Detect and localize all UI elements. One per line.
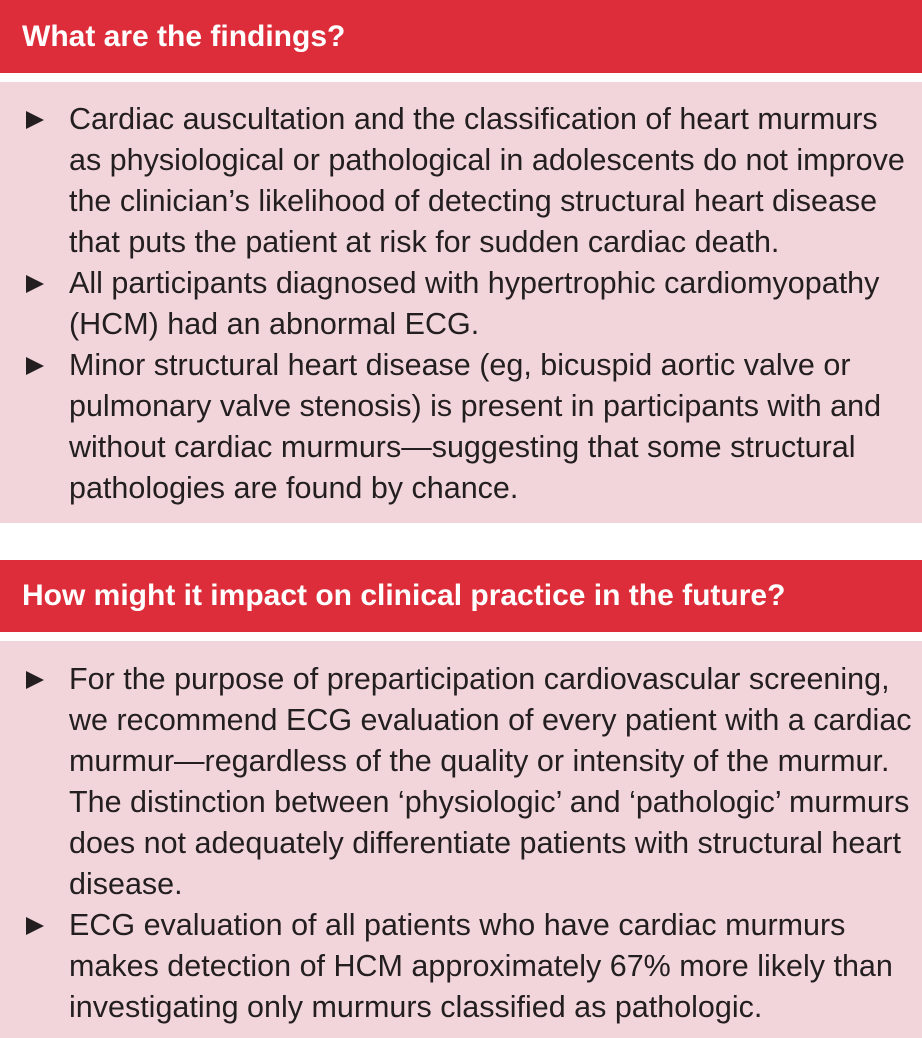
findings-list	[0, 99, 922, 509]
list-item-text: Cardiac auscultation and the classification of heart murmurs as physiological or pathological in adolescents do not improve the clinician’s likelihood of detecting structural heart disease that puts the patient at risk for sudden cardiac death.	[69, 102, 905, 259]
impact-list	[0, 659, 922, 1028]
list-item-text: Minor structural heart disease (eg, bicuspid aortic valve or pulmonary valve stenosis) is present in participants with and without cardiac murmurs—suggesting that some structural pathologies are found by chance.	[69, 348, 882, 505]
impact-body	[0, 641, 922, 1038]
list-item	[0, 659, 922, 905]
triangle-right-icon	[26, 917, 44, 935]
list-item	[0, 263, 922, 345]
list-item	[0, 99, 922, 263]
triangle-right-icon	[26, 671, 44, 689]
findings-heading: What are the findings?	[0, 0, 922, 73]
header-gap	[0, 73, 922, 82]
list-item	[0, 905, 922, 1028]
list-item-text: All participants diagnosed with hypertrophic cardiomyopathy (HCM) had an abnormal ECG.	[69, 266, 880, 341]
list-item-text: ECG evaluation of all patients who have cardiac murmurs makes detection of HCM approximately 67% more likely than investigating only murmurs classified as pathologic.	[69, 908, 893, 1024]
list-item-text: For the purpose of preparticipation cardiovascular screening, we recommend ECG evaluation of every patient with a cardiac murmur—regardless of the quality or intensity of the murmur. The distinction between ‘physiologic’ and ‘pathologic’ murmurs does not adequately differentiate patients with structural heart disease.	[69, 662, 912, 901]
list-item	[0, 345, 922, 509]
impact-box	[0, 560, 922, 1038]
triangle-right-icon	[26, 275, 44, 293]
header-gap	[0, 632, 922, 641]
triangle-right-icon	[26, 111, 44, 129]
impact-heading: How might it impact on clinical practice in the future?	[0, 560, 922, 632]
findings-body	[0, 82, 922, 523]
triangle-right-icon	[26, 357, 44, 375]
